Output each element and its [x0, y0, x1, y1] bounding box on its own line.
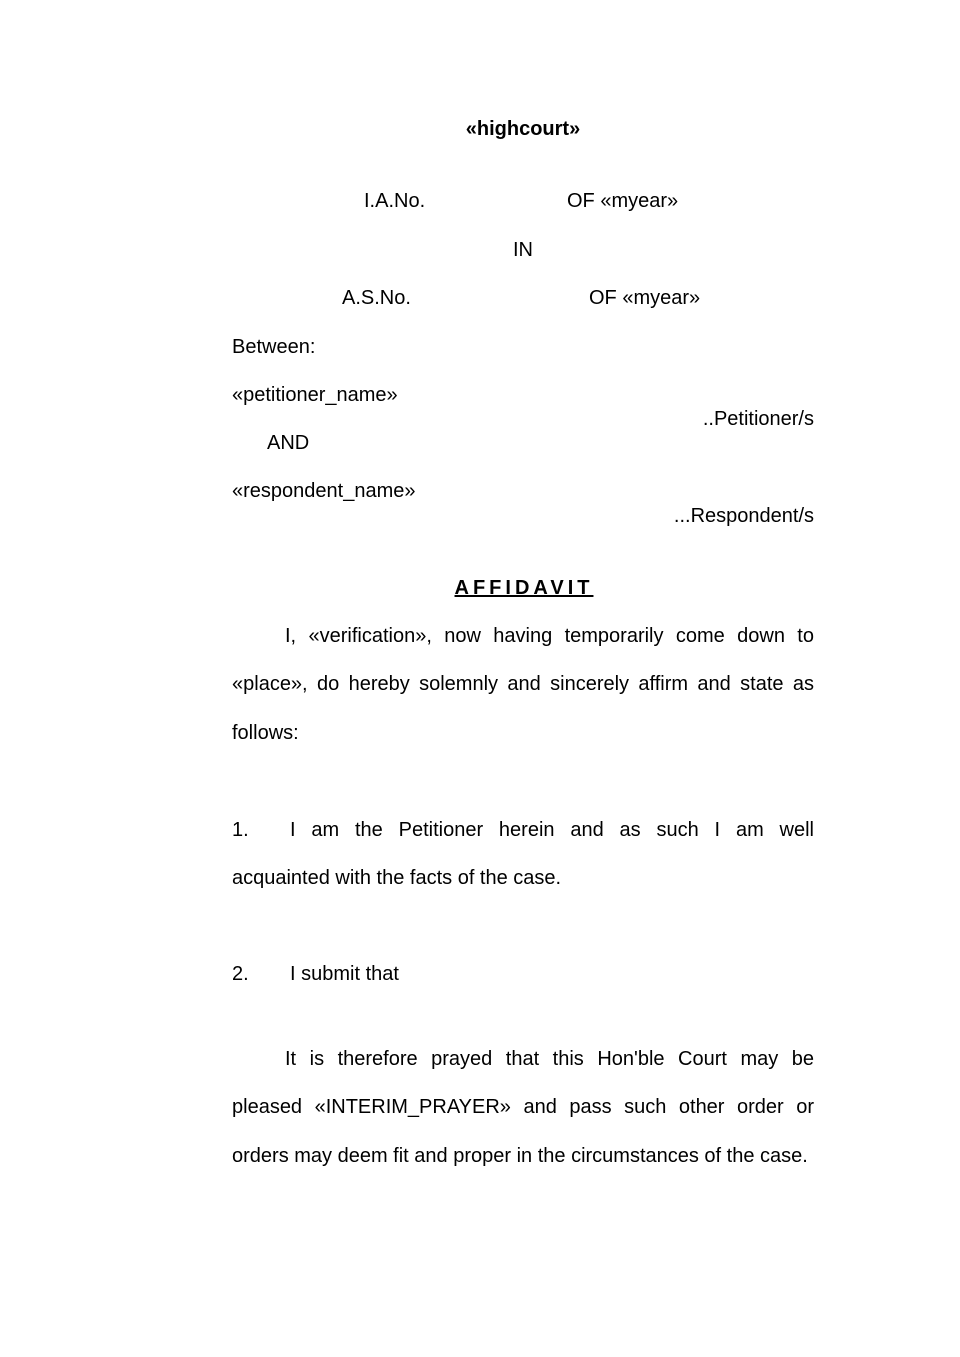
as-year: OF «myear»: [589, 287, 701, 309]
court-name: «highcourt»: [465, 118, 581, 140]
item-number: 2.: [232, 963, 249, 985]
intro-text: I, «verification», now having temporarily come down to «place», do hereby solemnly and sincerely affirm and state as follows:: [232, 625, 814, 744]
item-number: 1.: [232, 819, 249, 841]
item-text: I am the Petitioner herein and as such I am well acquainted with the facts of the case.: [232, 819, 814, 890]
respondent-name: «respondent_name»: [232, 480, 416, 502]
item-text: I submit that: [290, 963, 399, 985]
petitioner-name: «petitioner_name»: [232, 384, 398, 406]
and-label: AND: [267, 432, 310, 454]
respondent-role: ...Respondent/s: [673, 505, 814, 527]
list-item: [232, 806, 814, 903]
prayer-text: It is therefore prayed that this Hon'ble Court may be pleased «INTERIM_PRAYER» and pass such other order or orders may deem fit and proper in the circumstances of the case.: [232, 1048, 814, 1167]
list-item: [232, 950, 814, 998]
ia-number-label: I.A.No.: [364, 190, 426, 212]
affidavit-title: AFFIDAVIT: [454, 577, 594, 599]
intro-paragraph: [232, 612, 814, 757]
in-label: IN: [513, 239, 533, 261]
as-number-label: A.S.No.: [342, 287, 411, 309]
petitioner-role: ..Petitioner/s: [702, 408, 814, 430]
ia-year: OF «myear»: [567, 190, 679, 212]
between-label: Between:: [232, 336, 316, 358]
prayer-paragraph: [232, 1035, 814, 1180]
